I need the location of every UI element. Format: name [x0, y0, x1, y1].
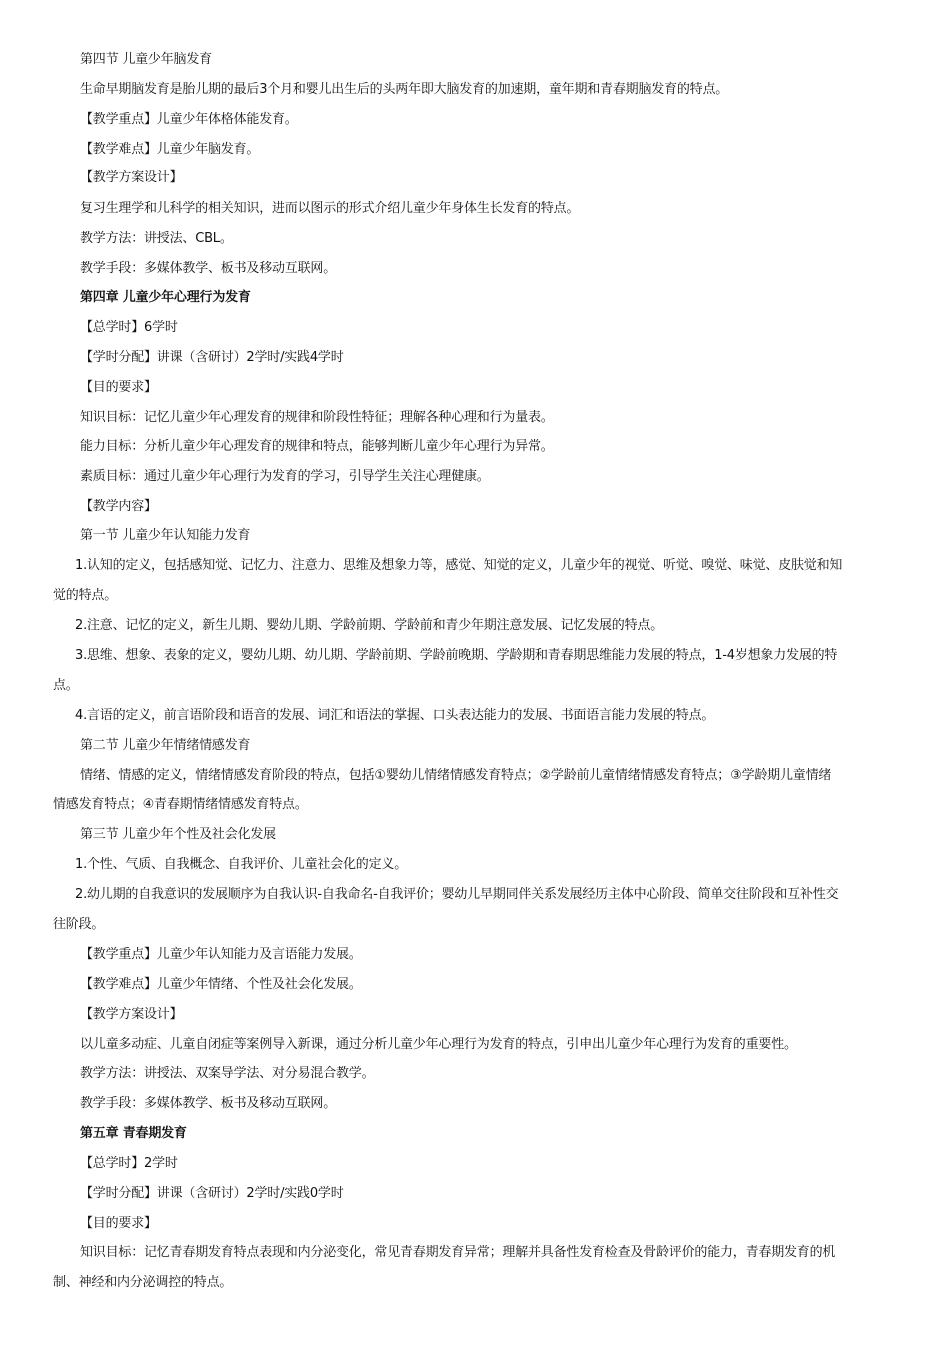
body-text: 复习生理学和儿科学的相关知识，进而以图示的形式介绍儿童少年身体生长发育的特点。: [80, 201, 580, 216]
list-item-continuation: 觉的特点。: [53, 588, 118, 603]
teaching-method-line: 教学方法：讲授法、双案导学法、对分易混合教学。: [80, 1066, 375, 1081]
hours-allocation-line: 【学时分配】讲课（含研讨）2学时/实践4学时: [80, 350, 344, 365]
list-item: 2.幼儿期的自我意识的发展顺序为自我认识-自我命名-自我评价；婴幼儿早期同伴关系发展经历主体中心阶段、简单交往阶段和互补性交: [75, 887, 839, 902]
key-points-line: 【教学重点】儿童少年认知能力及言语能力发展。: [80, 947, 362, 962]
teaching-plan-heading: 【教学方案设计】: [80, 1007, 183, 1022]
list-item: 1.认知的定义，包括感知觉、记忆力、注意力、思维及想象力等，感觉、知觉的定义，儿童少年的视觉、听觉、嗅觉、味觉、皮肤觉和知: [75, 558, 843, 573]
teaching-plan-heading: 【教学方案设计】: [80, 170, 183, 185]
hours-allocation-line: 【学时分配】讲课（含研讨）2学时/实践0学时: [80, 1186, 344, 1201]
difficult-points-line: 【教学难点】儿童少年情绪、个性及社会化发展。: [80, 977, 362, 992]
difficult-points-line: 【教学难点】儿童少年脑发育。: [80, 142, 260, 157]
knowledge-goal-line: 知识目标：记忆青春期发育特点表现和内分泌变化，常见青春期发育异常；理解并具备性发育检查及骨龄评价的能力，青春期发育的机: [80, 1245, 836, 1260]
objectives-heading: 【目的要求】: [80, 1216, 157, 1231]
list-item-continuation: 点。: [53, 678, 79, 693]
section-heading: 第二节 儿童少年情绪情感发育: [80, 738, 251, 753]
key-points-line: 【教学重点】儿童少年体格体能发育。: [80, 112, 298, 127]
body-text: 情绪、情感的定义，情绪情感发育阶段的特点，包括①婴幼儿情绪情感发育特点；②学龄前儿童情绪情感发育特点；③学龄期儿童情绪: [80, 768, 832, 783]
body-text: 以儿童多动症、儿童自闭症等案例导入新课，通过分析儿童少年心理行为发育的特点，引申出儿童少年心理行为发育的重要性。: [80, 1037, 797, 1052]
list-item: 3.思维、想象、表象的定义，婴幼儿期、幼儿期、学龄前期、学龄前晚期、学龄期和青春期思维能力发展的特点，1-4岁想象力发展的特: [75, 648, 838, 663]
section-heading: 第四节 儿童少年脑发育: [80, 52, 212, 67]
chapter-heading: 第四章 儿童少年心理行为发育: [80, 290, 251, 305]
section-heading: 第一节 儿童少年认知能力发育: [80, 528, 251, 543]
quality-goal-line: 素质目标：通过儿童少年心理行为发育的学习，引导学生关注心理健康。: [80, 469, 490, 484]
list-item: 4.言语的定义，前言语阶段和语音的发展、词汇和语法的掌握、口头表达能力的发展、书面语言能力发展的特点。: [75, 708, 715, 723]
objectives-heading: 【目的要求】: [80, 380, 157, 395]
list-item-continuation: 往阶段。: [53, 917, 105, 932]
knowledge-goal-continuation: 制、神经和内分泌调控的特点。: [53, 1275, 233, 1290]
teaching-means-line: 教学手段：多媒体教学、板书及移动互联网。: [80, 261, 337, 276]
knowledge-goal-line: 知识目标：记忆儿童少年心理发育的规律和阶段性特征；理解各种心理和行为量表。: [80, 410, 554, 425]
chapter-heading: 第五章 青春期发育: [80, 1126, 187, 1141]
teaching-means-line: 教学手段：多媒体教学、板书及移动互联网。: [80, 1096, 337, 1111]
total-hours-line: 【总学时】2学时: [80, 1156, 178, 1171]
ability-goal-line: 能力目标：分析儿童少年心理发育的规律和特点，能够判断儿童少年心理行为异常。: [80, 439, 554, 454]
body-text-continuation: 情感发育特点；④青春期情绪情感发育特点。: [53, 797, 308, 812]
teaching-content-heading: 【教学内容】: [80, 499, 157, 514]
list-item: 1.个性、气质、自我概念、自我评价、儿童社会化的定义。: [75, 857, 408, 872]
total-hours-line: 【总学时】6学时: [80, 320, 178, 335]
list-item: 2.注意、记忆的定义，新生儿期、婴幼儿期、学龄前期、学龄前和青少年期注意发展、记忆发展的特点。: [75, 618, 664, 633]
body-text: 生命早期脑发育是胎儿期的最后3个月和婴儿出生后的头两年即大脑发育的加速期，童年期和青春期脑发育的特点。: [80, 82, 729, 97]
teaching-method-line: 教学方法：讲授法、CBL。: [80, 231, 233, 246]
section-heading: 第三节 儿童少年个性及社会化发展: [80, 827, 276, 842]
